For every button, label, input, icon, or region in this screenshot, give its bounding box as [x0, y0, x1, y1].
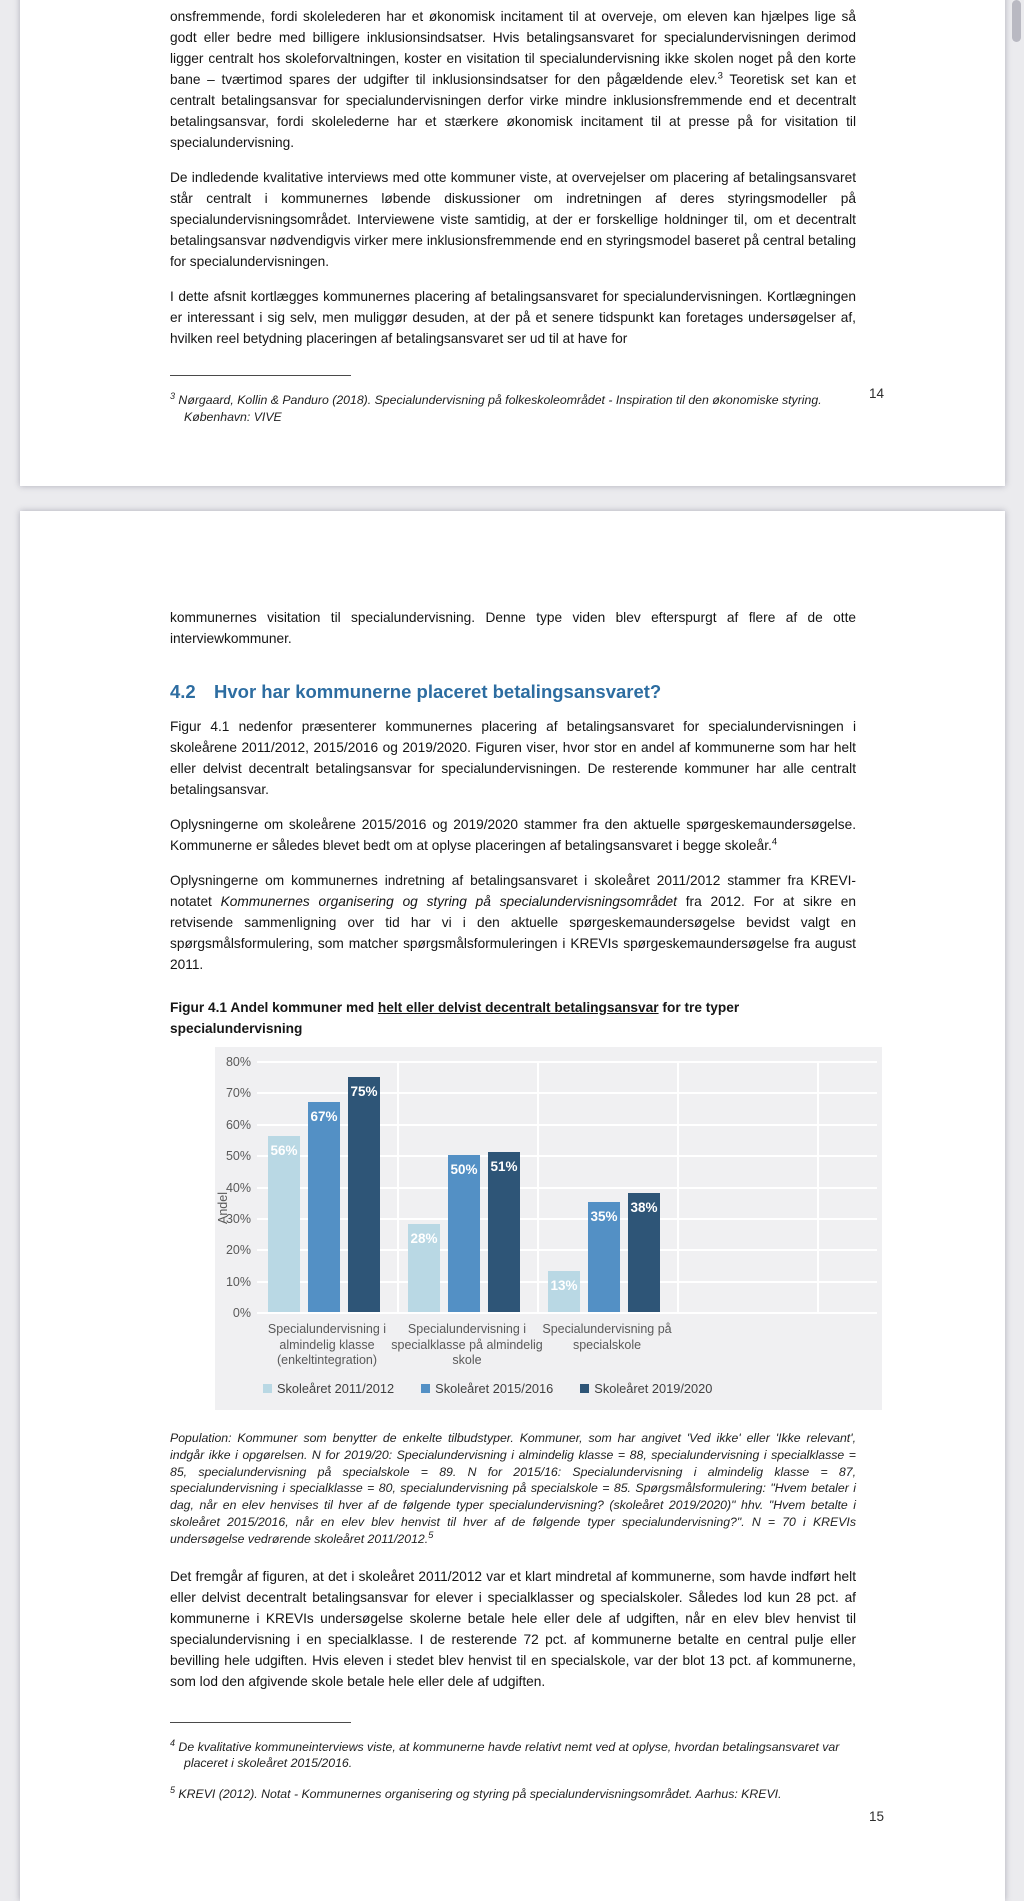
y-axis-tick-label: 60%	[225, 1117, 251, 1132]
gridline-vertical	[537, 1061, 539, 1312]
y-axis-tick-label: 20%	[225, 1243, 251, 1258]
paragraph: Det fremgår af figuren, at det i skoleåret 2011/2012 var et klart mindretal af kommunerne, som havde indført helt eller delvist decentralt betalingsansvar for elever i specialklasser og specialskoler. Således lod kun 28 pct. af kommunerne i KREVIs undersøgelse skolerne betale hele eller dele af udgiften, når en elev blev henvist til specialundervisning i en specialklasse. I de resterende 72 pct. af kommunerne betalte en central pulje eller bevilling hele udgiften. Hvis eleven i stedet blev henvist til en specialskole, var der blot 13 pct. af kommunerne, som lod den afgivende skole betale hele eller dele af udgiften.	[170, 1568, 856, 1689]
gridline-horizontal	[257, 1312, 877, 1314]
section-title: Hvor har kommunerne placeret betalingsansvaret?	[214, 681, 662, 702]
footnote-marker: 3	[170, 390, 176, 401]
bar-skoleåret-2019/2020	[628, 1193, 660, 1312]
figure-caption-text: Figur 4.1 Andel kommuner med	[170, 1000, 378, 1015]
y-axis-tick-label: 40%	[225, 1180, 251, 1195]
x-axis-category-label: Specialundervisning på specialskole	[542, 1322, 672, 1352]
footnote-ref-4: 4	[771, 836, 778, 848]
bar-value-label: 35%	[590, 1209, 618, 1224]
paragraph: De indledende kvalitative interviews med otte kommuner viste, at overvejelser om placering af betalingsansvaret står centralt i kommunernes løbende diskussioner om indretningen af deres styringsmodeller på specialundervisningsområdet. Interviewene viste samtidig, at der er forskellige holdninger til, om et decentralt betalingsansvar nødvendigvis virker mere inklusionsfremmende end en styringsmodel baseret på central betaling for specialundervisningen.	[170, 170, 856, 269]
footnote-text: KREVI (2012). Notat - Kommunernes organisering og styring på specialundervisningsområdet. Aarhus: KREVI.	[175, 1786, 782, 1801]
footnote-3	[170, 392, 856, 425]
y-axis-tick-label: 10%	[225, 1274, 251, 1289]
page-number: 15	[868, 1809, 884, 1824]
footnote-ref-3: 3	[717, 70, 723, 82]
footnote-separator	[170, 1722, 351, 1723]
bar-skoleåret-2011/2012	[408, 1224, 440, 1312]
paragraph	[170, 6, 856, 153]
legend-label: Skoleåret 2011/2012	[277, 1381, 395, 1396]
legend-item	[421, 1381, 553, 1396]
footnote-5	[170, 1786, 856, 1803]
bar-value-label: 38%	[630, 1200, 658, 1215]
legend-item	[580, 1381, 712, 1396]
legend-item	[263, 1381, 394, 1396]
y-axis-tick-label: 70%	[225, 1086, 251, 1101]
legend-label: Skoleåret 2015/2016	[435, 1381, 554, 1396]
figure-chart	[215, 1047, 882, 1410]
paragraph	[170, 814, 856, 856]
chart-legend	[263, 1381, 712, 1396]
bar-skoleåret-2019/2020	[488, 1152, 520, 1312]
bar-value-label: 56%	[270, 1143, 298, 1158]
x-axis-category-label: Specialundervisning i specialklasse på almindelig skole	[391, 1322, 543, 1367]
bar-skoleåret-2015/2016	[588, 1202, 620, 1312]
y-axis-title: Andel	[216, 1192, 230, 1224]
report-title-reference: Kommunernes organisering og styring på specialundervisningsområdet	[220, 894, 677, 909]
gridline-horizontal	[257, 1061, 877, 1063]
paragraph	[170, 870, 856, 975]
paragraph-text: fra 2012. For at sikre en retvisende sammenligning over tid har vi i den aktuelle spørgeskemaundersøgelse bevidst valgt en spørgsmålsformulering, som matcher spørgsmålsformuleringen i KREVIs spørgeskemaundersøgelse fra august 2011.	[170, 894, 856, 972]
section-heading	[170, 680, 856, 704]
footnote-text: De kvalitative kommuneinterviews viste, at kommunerne havde relativt nemt ved at oplyse, hvordan betalingsansvaret var placeret i skoleåret 2015/2016.	[175, 1739, 840, 1771]
paragraph-text: Oplysningerne om kommunernes indretning af betalingsansvaret i skoleåret 2011/2012 stammer fra KREVI-notatet	[170, 873, 856, 909]
bar-value-label: 67%	[310, 1109, 338, 1124]
document-page-14	[20, 0, 1005, 486]
figure-notes	[170, 1430, 856, 1548]
bar-value-label: 28%	[410, 1231, 438, 1246]
paragraph: I dette afsnit kortlægges kommunernes placering af betalingsansvaret for specialundervisningen. Kortlægningen er interessant i sig selv, men muliggør desuden, at der på et senere tidspunkt kan foretages undersøgelser af, hvilken reel betydning placeringen af betalingsansvaret ser ud til at have for	[170, 289, 856, 346]
y-axis-tick-label: 50%	[225, 1149, 251, 1164]
y-axis-tick-label: 30%	[225, 1211, 251, 1226]
gridline-vertical	[677, 1061, 679, 1312]
footnote-marker: 5	[170, 1784, 176, 1795]
footnote-text: Nørgaard, Kollin & Panduro (2018). Specialundervisning på folkeskoleområdet - Inspiration til den økonomiske styring. København: VIVE	[175, 393, 822, 424]
footnote-4	[170, 1739, 856, 1772]
y-axis-tick-label: 0%	[232, 1306, 251, 1320]
paragraph: Figur 4.1 nedenfor præsenterer kommunernes placering af betalingsansvaret for specialundervisningen i skoleårene 2011/2012, 2015/2016 og 2019/2020. Figuren viser, hvor stor en andel af kommunerne som har helt eller delvist decentralt betalingsansvar for specialundervisningen. De resterende kommuner har alle centralt betalingsansvar.	[170, 719, 856, 797]
scrollbar-thumb[interactable]	[1012, 0, 1021, 42]
bar-skoleåret-2011/2012	[268, 1136, 300, 1312]
figure-caption-text: for tre typer specialundervisning	[170, 1000, 740, 1036]
bar-value-label: 50%	[450, 1162, 478, 1177]
bar-skoleåret-2011/2012	[548, 1271, 580, 1312]
legend-label: Skoleåret 2019/2020	[594, 1381, 713, 1396]
figure-caption	[170, 997, 856, 1039]
footnote-separator	[170, 375, 351, 376]
section-number: 4.2	[170, 681, 196, 702]
footnote-ref-5: 5	[428, 1529, 434, 1541]
paragraph-text: Teoretisk set kan et centralt betalingsansvar for specialundervisningen derfor virke mindre inklusionsfremmende end et decentralt betalingsansvar, fordi skolelederne har et stærkere økonomisk incitament til at presse på for visitation til specialundervisning.	[170, 72, 856, 150]
gridline-vertical	[817, 1061, 819, 1312]
paragraph-text: onsfremmende, fordi skolelederen har et økonomisk incitament til at overveje, om eleven kan hjælpes lige så godt eller bedre med billigere inklusionsindsatser. Hvis betalingsansvaret for specialundervisningen derimod ligger centralt hos skoleforvaltningen, koster en visitation til specialundervisning ikke skolen noget på den korte bane – tværtimod spares der udgifter til inklusionsindsatser for den pågældende elev.	[170, 9, 856, 87]
bar-value-label: 75%	[350, 1084, 378, 1099]
bar-skoleåret-2015/2016	[308, 1102, 340, 1312]
footnote-marker: 4	[170, 1737, 176, 1748]
figure-caption-underlined: helt eller delvist decentralt betalingsansvar	[377, 1000, 659, 1015]
bar-skoleåret-2015/2016	[448, 1155, 480, 1312]
gridline-vertical	[397, 1061, 399, 1312]
paragraph-text: Oplysningerne om skoleårene 2015/2016 og 2019/2020 stammer fra den aktuelle spørgeskemaundersøgelse. Kommunerne er således blevet bedt om at oplyse placeringen af betalingsansvaret i begge skoleår.	[170, 817, 856, 853]
document-page-15	[20, 511, 1005, 1901]
legend-swatch-icon	[421, 1384, 430, 1393]
bar-value-label: 51%	[490, 1159, 518, 1174]
bar-skoleåret-2019/2020	[348, 1077, 380, 1312]
legend-swatch-icon	[263, 1384, 272, 1393]
x-axis-category-label: Specialundervisning i almindelig klasse (enkeltintegration)	[267, 1322, 387, 1367]
paragraph: kommunernes visitation til specialundervisning. Denne type viden blev efterspurgt af flere af de otte interviewkommuner.	[170, 610, 856, 646]
y-axis-tick-label: 80%	[225, 1055, 251, 1069]
bar-value-label: 13%	[550, 1278, 578, 1293]
legend-swatch-icon	[580, 1384, 589, 1393]
page-number: 14	[868, 386, 884, 401]
figure-notes-text: Population: Kommuner som benytter de enkelte tilbudstyper. Kommuner, som har angivet 'Ved ikke' eller 'Ikke relevant', indgår ikke i opgørelsen. N for 2019/20: Specialundervisning i almindelig klasse = 88, specialundervisning i specialklasse = 85, specialundervisning på specialskole = 89. N for 2015/16: Specialundervisning i almindelig klasse = 87, specialundervisning i specialklasse = 80, specialundervisning på specialskole = 85. Spørgsmålsformulering: "Hvem betaler i dag, når en elev henvises til hver af de følgende typer specialundervisning? (skoleåret 2019/2020)" hhv. "Hvem betalte i skoleåret 2015/2016, når en elev blev henvist til hver af de følgende typer specialundervisning?". N = 70 i KREVIs undersøgelse vedrørende skoleåret 2011/2012.	[170, 1431, 856, 1546]
